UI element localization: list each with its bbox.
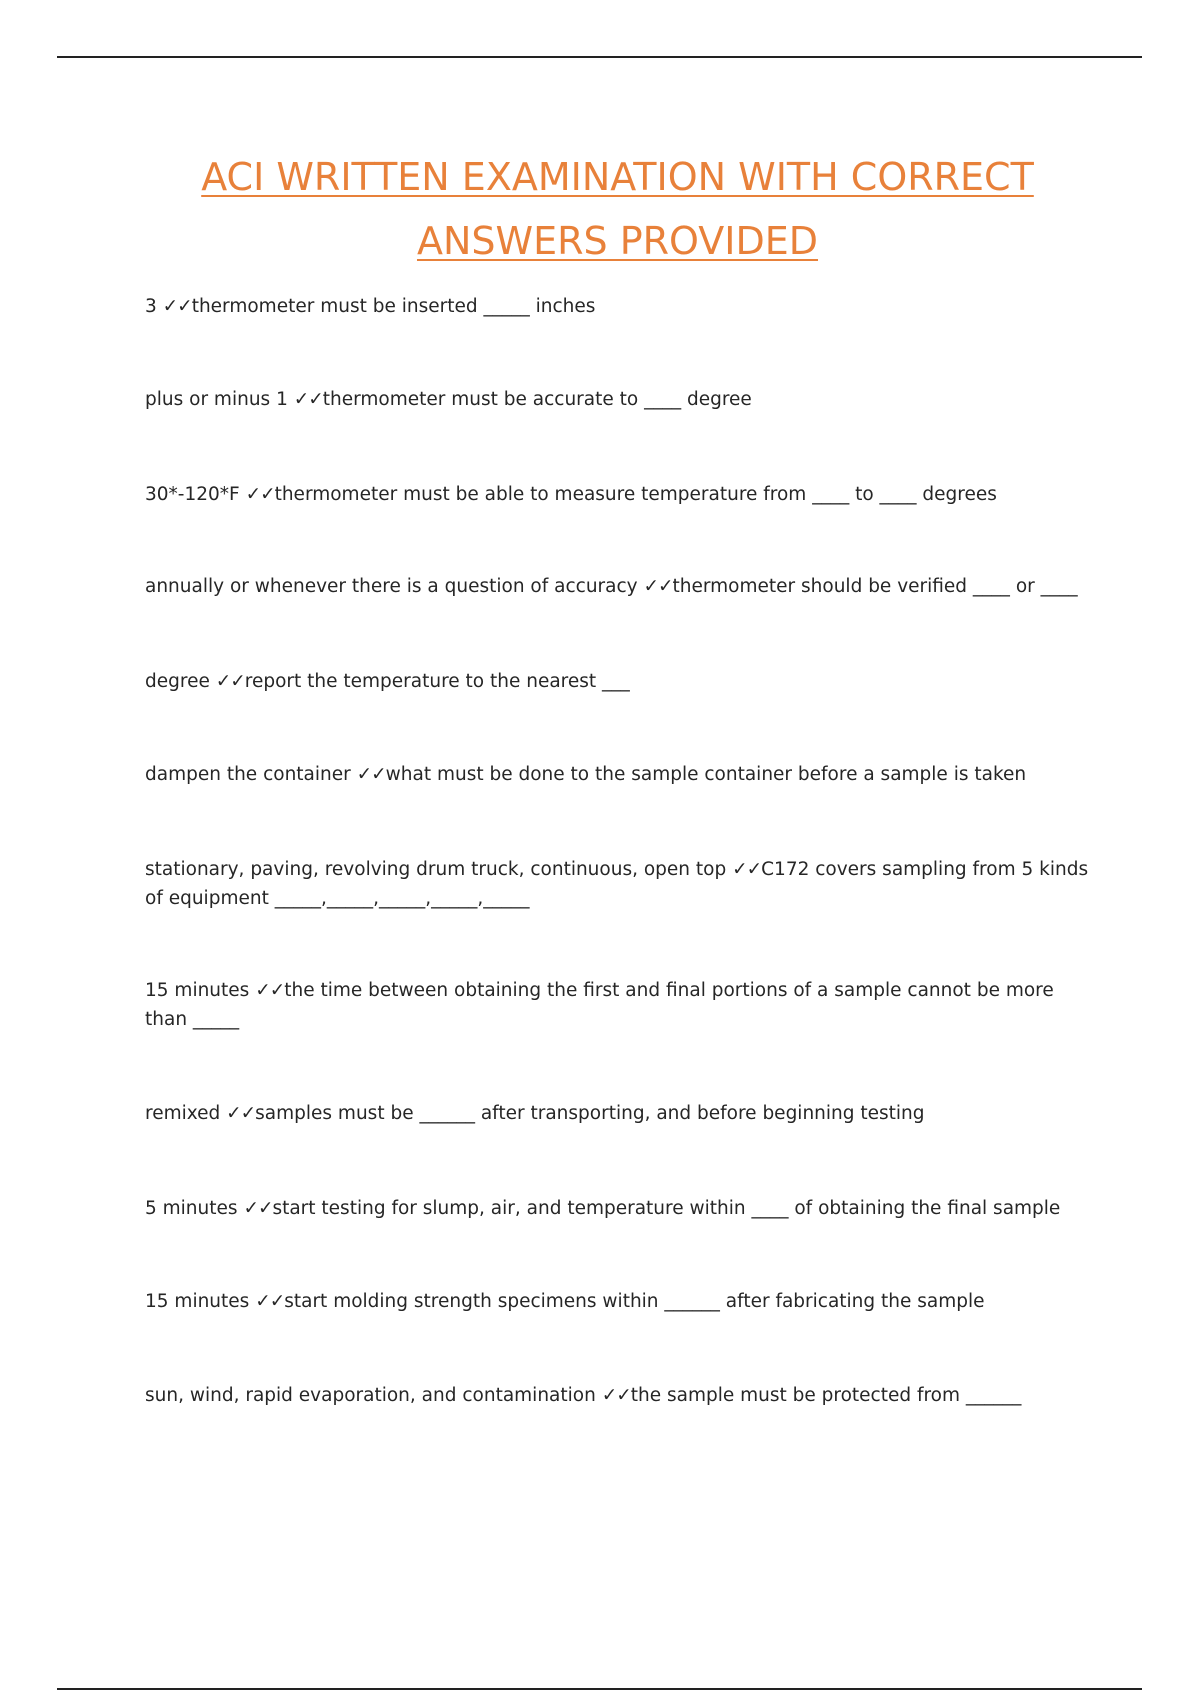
qa-item xyxy=(145,572,1095,601)
answer-text: 30*-120*F xyxy=(145,484,240,505)
qa-item xyxy=(145,292,1095,321)
question-text: thermometer must be able to measure temperature from ____ to ____ degrees xyxy=(274,484,997,505)
double-check-icon: ✓✓ xyxy=(255,1291,285,1312)
qa-item xyxy=(145,480,1095,509)
answer-text: plus or minus 1 xyxy=(145,389,288,410)
top-rule xyxy=(57,56,1142,58)
qa-item xyxy=(145,667,1095,696)
double-check-icon: ✓✓ xyxy=(356,764,386,785)
double-check-icon: ✓✓ xyxy=(643,576,673,597)
question-text: start molding strength specimens within ______ after fabricating the sample xyxy=(284,1291,985,1312)
answer-text: 3 xyxy=(145,296,157,317)
qa-item xyxy=(145,1099,1095,1128)
answer-text: 15 minutes xyxy=(145,980,250,1001)
double-check-icon: ✓✓ xyxy=(293,389,323,410)
qa-item xyxy=(145,855,1095,913)
bottom-rule xyxy=(57,1688,1142,1690)
question-text: the time between obtaining the first and final portions of a sample cannot be more than _____ xyxy=(145,980,1054,1030)
double-check-icon: ✓✓ xyxy=(162,296,192,317)
double-check-icon: ✓✓ xyxy=(245,484,275,505)
qa-item xyxy=(145,976,1095,1034)
question-text: thermometer must be inserted _____ inches xyxy=(191,296,596,317)
double-check-icon: ✓✓ xyxy=(215,671,245,692)
answer-text: stationary, paving, revolving drum truck, continuous, open top xyxy=(145,859,727,880)
document-title: ACI WRITTEN EXAMINATION WITH CORRECT ANSWERS PROVIDED xyxy=(201,155,1034,263)
question-text: thermometer must be accurate to ____ degree xyxy=(322,389,752,410)
question-text: samples must be ______ after transporting, and before beginning testing xyxy=(255,1103,925,1124)
question-text: start testing for slump, air, and temperature within ____ of obtaining the final sample xyxy=(272,1198,1061,1219)
qa-item xyxy=(145,1194,1095,1223)
double-check-icon: ✓✓ xyxy=(243,1198,273,1219)
answer-text: 15 minutes xyxy=(145,1291,250,1312)
qa-item xyxy=(145,1287,1095,1316)
double-check-icon: ✓✓ xyxy=(255,980,285,1001)
double-check-icon: ✓✓ xyxy=(732,859,762,880)
qa-item xyxy=(145,385,1095,414)
answer-text: sun, wind, rapid evaporation, and contamination xyxy=(145,1385,596,1406)
question-text: C172 covers sampling from 5 kinds of equipment _____,_____,_____,_____,_____ xyxy=(145,859,1089,909)
answer-text: dampen the container xyxy=(145,764,351,785)
question-text: the sample must be protected from ______ xyxy=(630,1385,1022,1406)
qa-item xyxy=(145,760,1095,789)
question-text: report the temperature to the nearest ___ xyxy=(244,671,630,692)
qa-item xyxy=(145,1381,1095,1410)
answer-text: annually or whenever there is a question of accuracy xyxy=(145,576,638,597)
question-text: what must be done to the sample container before a sample is taken xyxy=(385,764,1027,785)
double-check-icon: ✓✓ xyxy=(226,1103,256,1124)
question-text: thermometer should be verified ____ or ____ xyxy=(672,576,1078,597)
answer-text: remixed xyxy=(145,1103,221,1124)
answer-text: 5 minutes xyxy=(145,1198,238,1219)
double-check-icon: ✓✓ xyxy=(601,1385,631,1406)
answer-text: degree xyxy=(145,671,210,692)
